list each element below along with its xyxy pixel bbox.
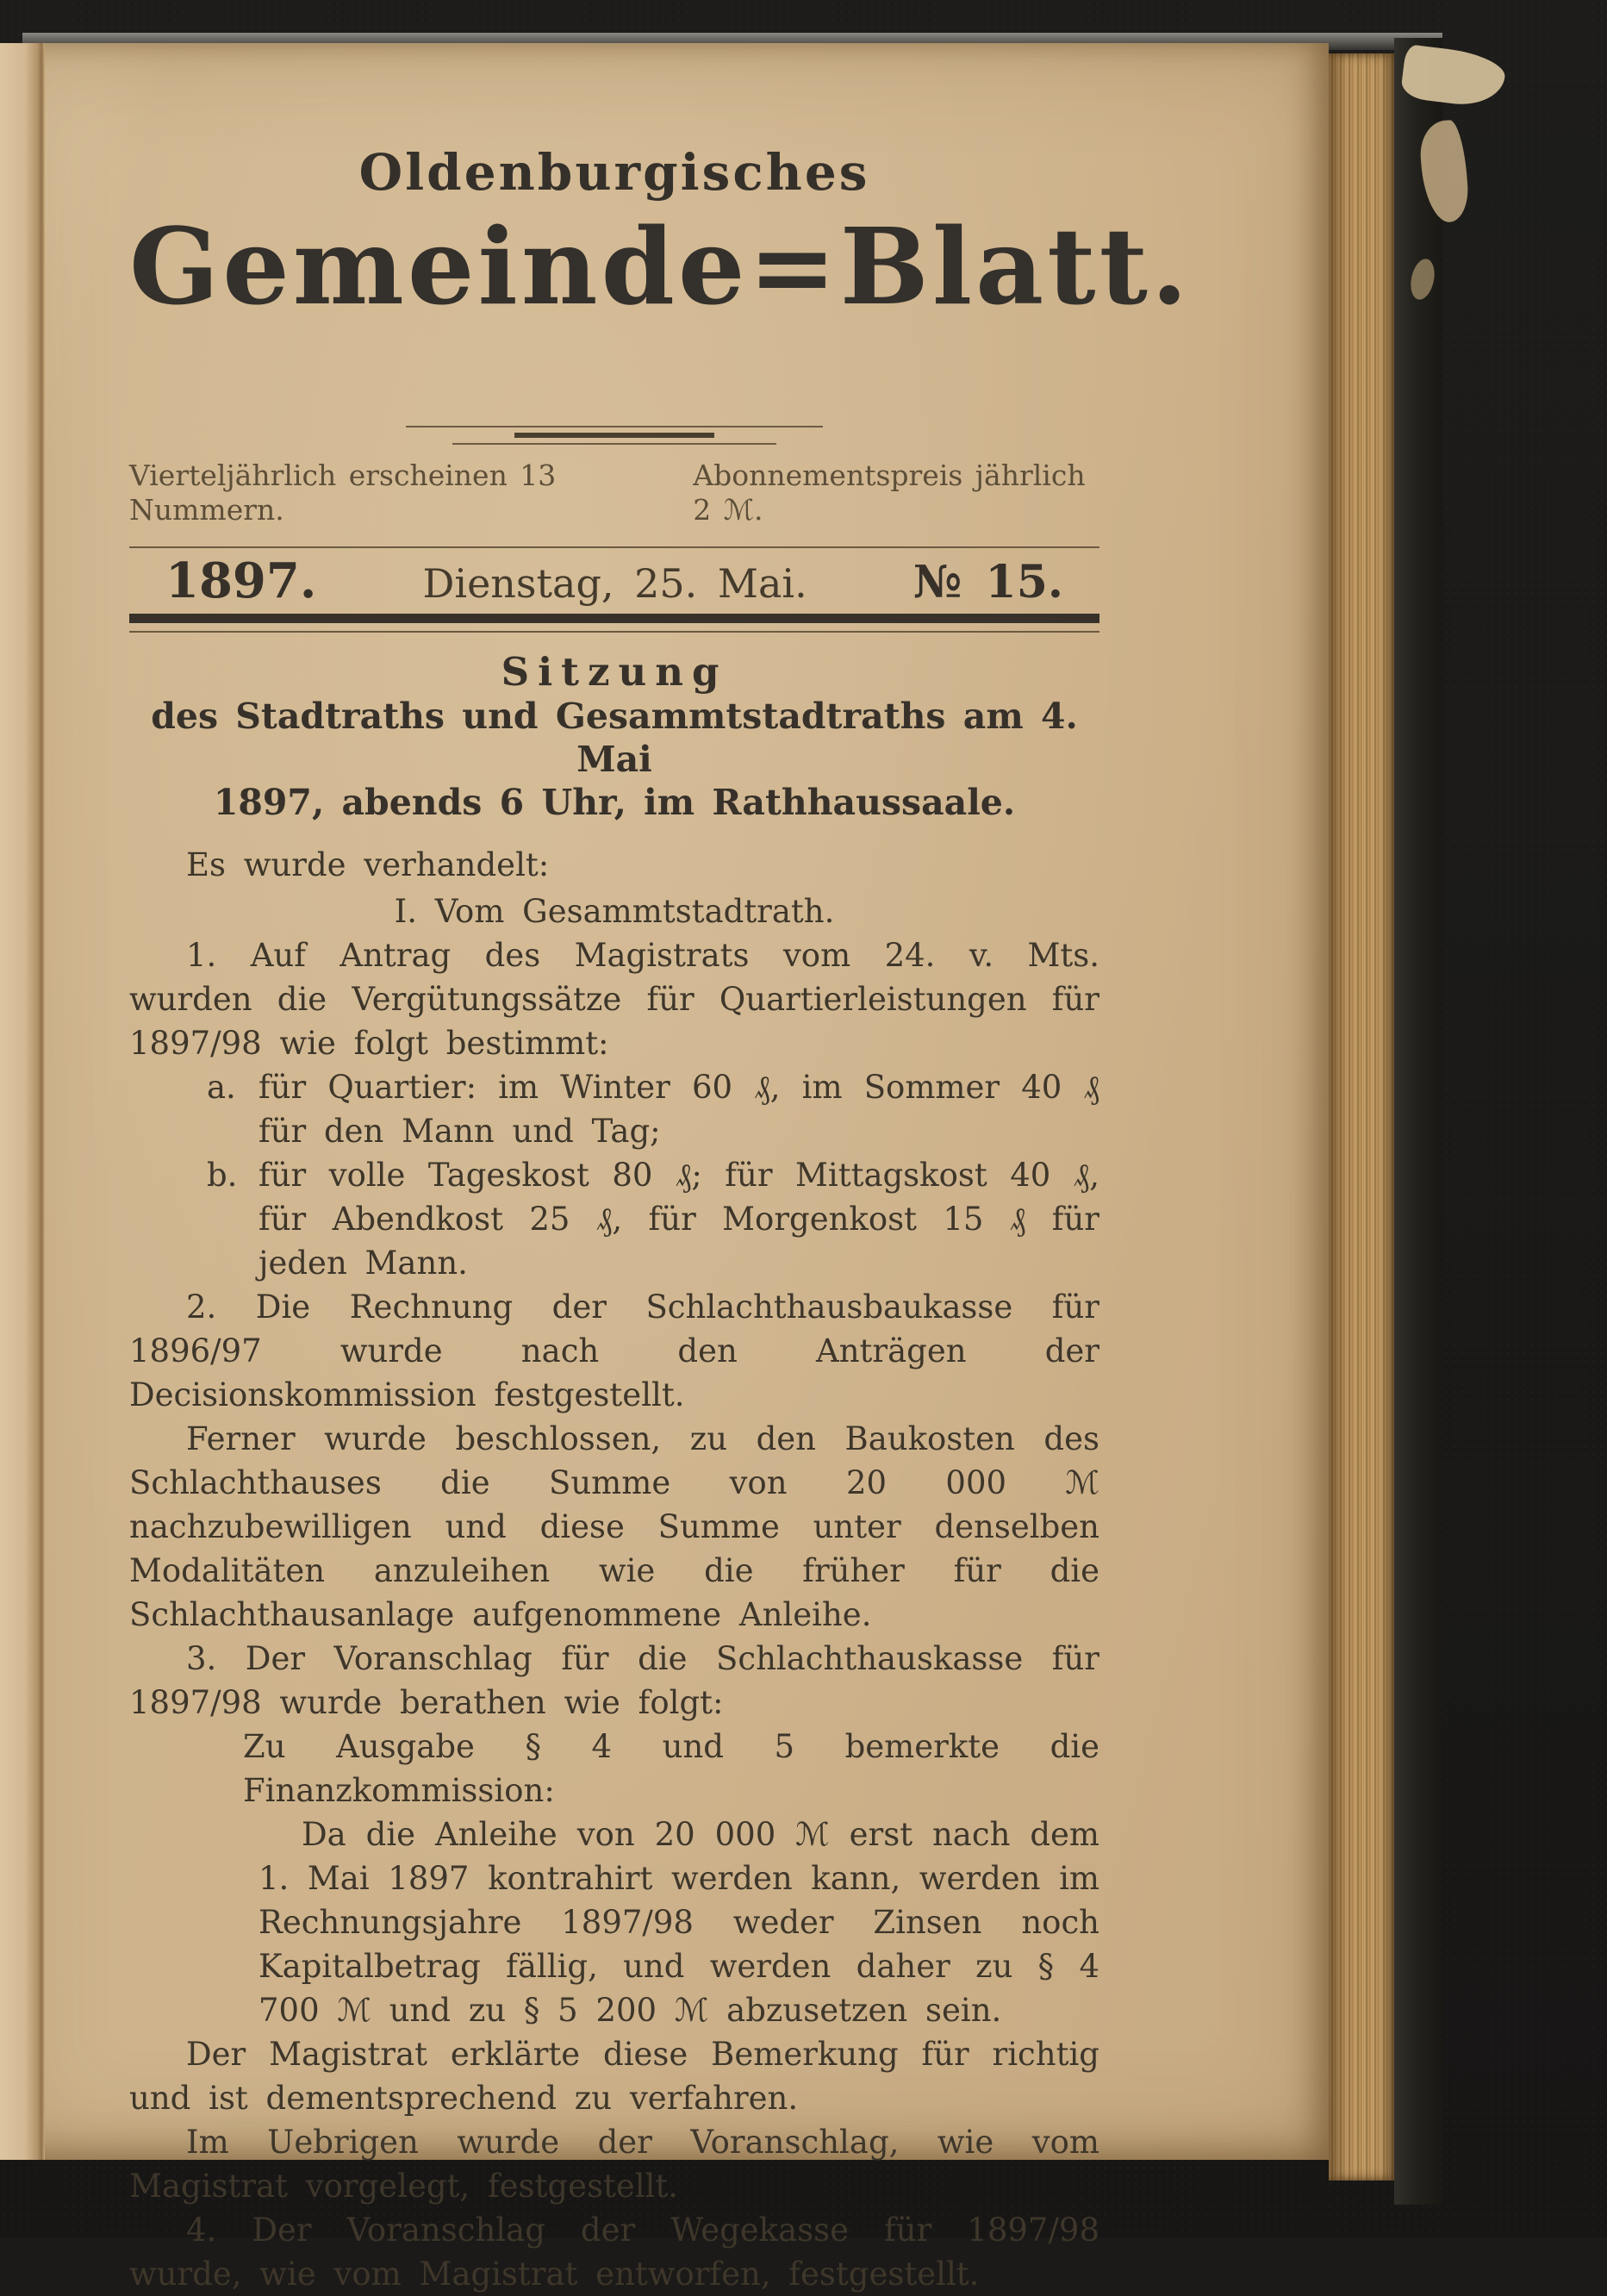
rule-above-dateline [129,546,1099,548]
price-note: Abonnementspreis jährlich 2 ℳ. [693,459,1086,527]
paragraph-magistrat: Der Magistrat erklärte diese Bemerkung für richtig und ist dementsprechend zu verfahren. [129,2036,1099,2117]
paragraph-1: 1. Auf Antrag des Magistrats vom 24. v. Mts. wurden die Vergütungssätze für Quartierleistungen für 1897/98 wie folgt bestimmt: [129,937,1099,1062]
paragraph-3: 3. Der Voranschlag für die Schlachthauskasse für 1897/98 wurde berathen wie folgt: [129,1640,1099,1721]
list-item-b [207,1153,1099,1285]
article-subtitle-line2: 1897, abends 6 Uhr, im Rathhaussaale. [213,782,1016,823]
year-label: 1897. [165,552,317,609]
newspaper-page [0,43,1329,2293]
date-label: Dienstag, 25. Mai. [422,560,807,607]
paragraph-ferner: Ferner wurde beschlossen, zu den Baukosten des Schlachthauses die Summe von 20 000 ℳ nachzubewilligen und diese Summe unter denselben Modalitäten anzuleihen wie die früher für die Schlachthausanlage aufgenommene Anleihe. [129,1420,1099,1633]
article-subtitle-line1: des Stadtraths und Gesammtstadtraths am 4. Mai [151,696,1078,780]
book-cover-board [1394,38,1442,2205]
opening-line: Es wurde verhandelt: [186,846,550,883]
list-item-a [207,1065,1099,1153]
masthead-ornament [373,426,856,445]
minutes-article [129,650,1099,2296]
list-label-b: b. [207,1157,238,1194]
masthead-kicker: Oldenburgisches [358,143,870,202]
rule-thick-below-dateline [129,614,1099,623]
masthead-title: Gemeinde=Blatt. [129,204,1192,328]
finance-commission-note: Zu Ausgabe § 4 und 5 bemerkte die Finanzkommission: [243,1728,1099,1809]
paragraph-4: 4. Der Voranschlag der Wegekasse für 1897/98 wurde, wie vom Magistrat entworfen, festgestellt. [129,2212,1099,2293]
list-label-a: a. [207,1069,236,1106]
rule-thin-below-dateline [129,631,1099,633]
ornament-rule-middle [514,433,714,438]
subscription-info-row [129,459,1099,527]
masthead [129,143,1192,633]
frequency-note: Vierteljährlich erscheinen 13 Nummern. [129,459,557,527]
dateline [129,553,1099,608]
book-page-stack [1329,53,1394,2181]
list-text-b: für volle Tageskost 80 ₰; für Mittagskost 40 ₰, für Abendkost 25 ₰, für Morgenkost 15 ₰ für jeden Mann. [258,1157,1099,1282]
page-fold-edge [0,43,45,2160]
paragraph-uebrigen: Im Uebrigen wurde der Voranschlag, wie vom Magistrat vorgelegt, festgestellt. [129,2124,1099,2205]
article-title: Sitzung [501,649,728,695]
paragraph-2: 2. Die Rechnung der Schlachthausbaukasse für 1896/97 wurde nach den Anträgen der Decisionskommission festgestellt. [129,1288,1099,1413]
printed-column [129,43,1192,2296]
issue-number: № 15. [913,556,1063,608]
ornament-rule-top [406,426,823,427]
commission-remark-block: Da die Anleihe von 20 000 ℳ erst nach dem 1. Mai 1897 kontrahirt werden kann, werden im Rechnungsjahre 1897/98 weder Zinsen noch Kapitalbetrag fällig, und werden daher zu § 4 700 ℳ und zu § 5 200 ℳ abzusetzen sein. [258,1816,1099,2029]
section-heading: I. Vom Gesammtstadtrath. [394,893,835,930]
list-text-a: für Quartier: im Winter 60 ₰, im Sommer 40 ₰ für den Mann und Tag; [258,1069,1099,1150]
ornament-rule-bottom [452,443,776,445]
